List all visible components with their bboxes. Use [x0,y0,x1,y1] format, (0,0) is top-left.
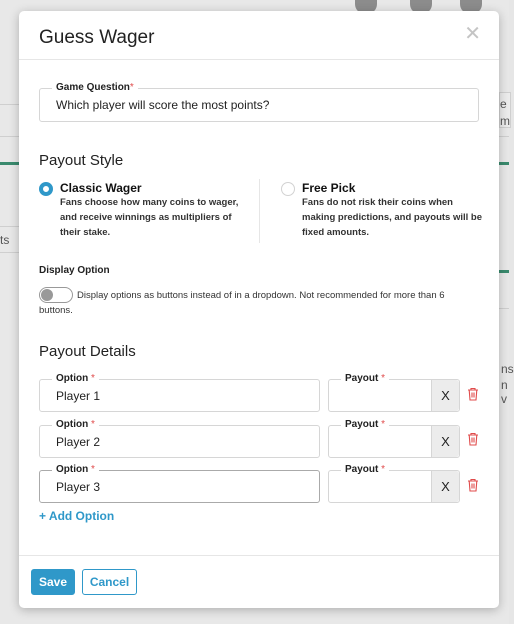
option-label: Option * [52,418,99,432]
option-input[interactable]: Player 2 [56,434,101,449]
clear-payout-button[interactable]: X [431,380,459,411]
option-field[interactable] [39,464,320,503]
classic-wager-title: Classic Wager [60,181,142,195]
game-question-input[interactable]: Which player will score the most points? [56,98,270,112]
payout-field[interactable] [328,373,460,412]
required-mark: * [129,82,134,93]
classic-wager-radio[interactable] [39,182,53,196]
payout-label: Payout * [341,418,389,432]
option-field[interactable] [39,419,320,458]
trash-icon[interactable] [467,387,479,401]
payout-details-title: Payout Details [39,343,136,360]
save-button[interactable]: Save [31,569,75,595]
trash-icon[interactable] [467,478,479,492]
clear-payout-button[interactable]: X [431,426,459,457]
background-divider [0,252,19,253]
background-text: ns [501,362,514,376]
modal-title: Guess Wager [39,27,155,48]
background-text: e [500,97,507,111]
background-accent-line [0,162,19,165]
display-option-text: Display options as buttons instead of in a dropdown. Not recommended for more than 6 buttons. [39,290,445,316]
option-input[interactable]: Player 1 [56,388,101,403]
free-pick-description: Fans do not risk their coins when making predictions, and payouts will be fixed amounts. [302,197,483,238]
option-field[interactable] [39,373,320,412]
option-divider [259,179,260,243]
game-question-field[interactable] [39,82,479,122]
option-input[interactable]: Player 3 [56,479,101,494]
payout-field[interactable] [328,419,460,458]
background-accent-line [499,162,509,165]
option-label: Option * [52,463,99,477]
free-pick-radio[interactable] [281,182,295,196]
classic-wager-description: Fans choose how many coins to wager, and receive winnings as multipliers of their stake. [60,197,239,238]
guess-wager-modal [19,11,499,608]
game-question-label: Game Question* [52,81,138,95]
background-text: m [500,114,510,128]
background-divider [499,308,509,309]
modal-footer [19,555,499,608]
clear-payout-button[interactable]: X [431,471,459,502]
add-option-button[interactable]: + Add Option [39,509,115,523]
payout-label: Payout * [341,372,389,386]
trash-icon[interactable] [467,432,479,446]
modal-header [19,11,499,60]
background-accent-line [499,270,509,273]
option-label: Option * [52,372,99,386]
payout-style-title: Payout Style [39,152,124,169]
background-text: ts [0,233,10,247]
payout-field[interactable] [328,464,460,503]
background-divider [0,226,19,227]
close-icon[interactable]: ✕ [464,23,481,45]
background-text: n v [501,378,508,406]
cancel-button[interactable]: Cancel [82,569,137,595]
display-option-label: Display Option [39,265,110,276]
payout-label: Payout * [341,463,389,477]
free-pick-title: Free Pick [302,181,356,195]
